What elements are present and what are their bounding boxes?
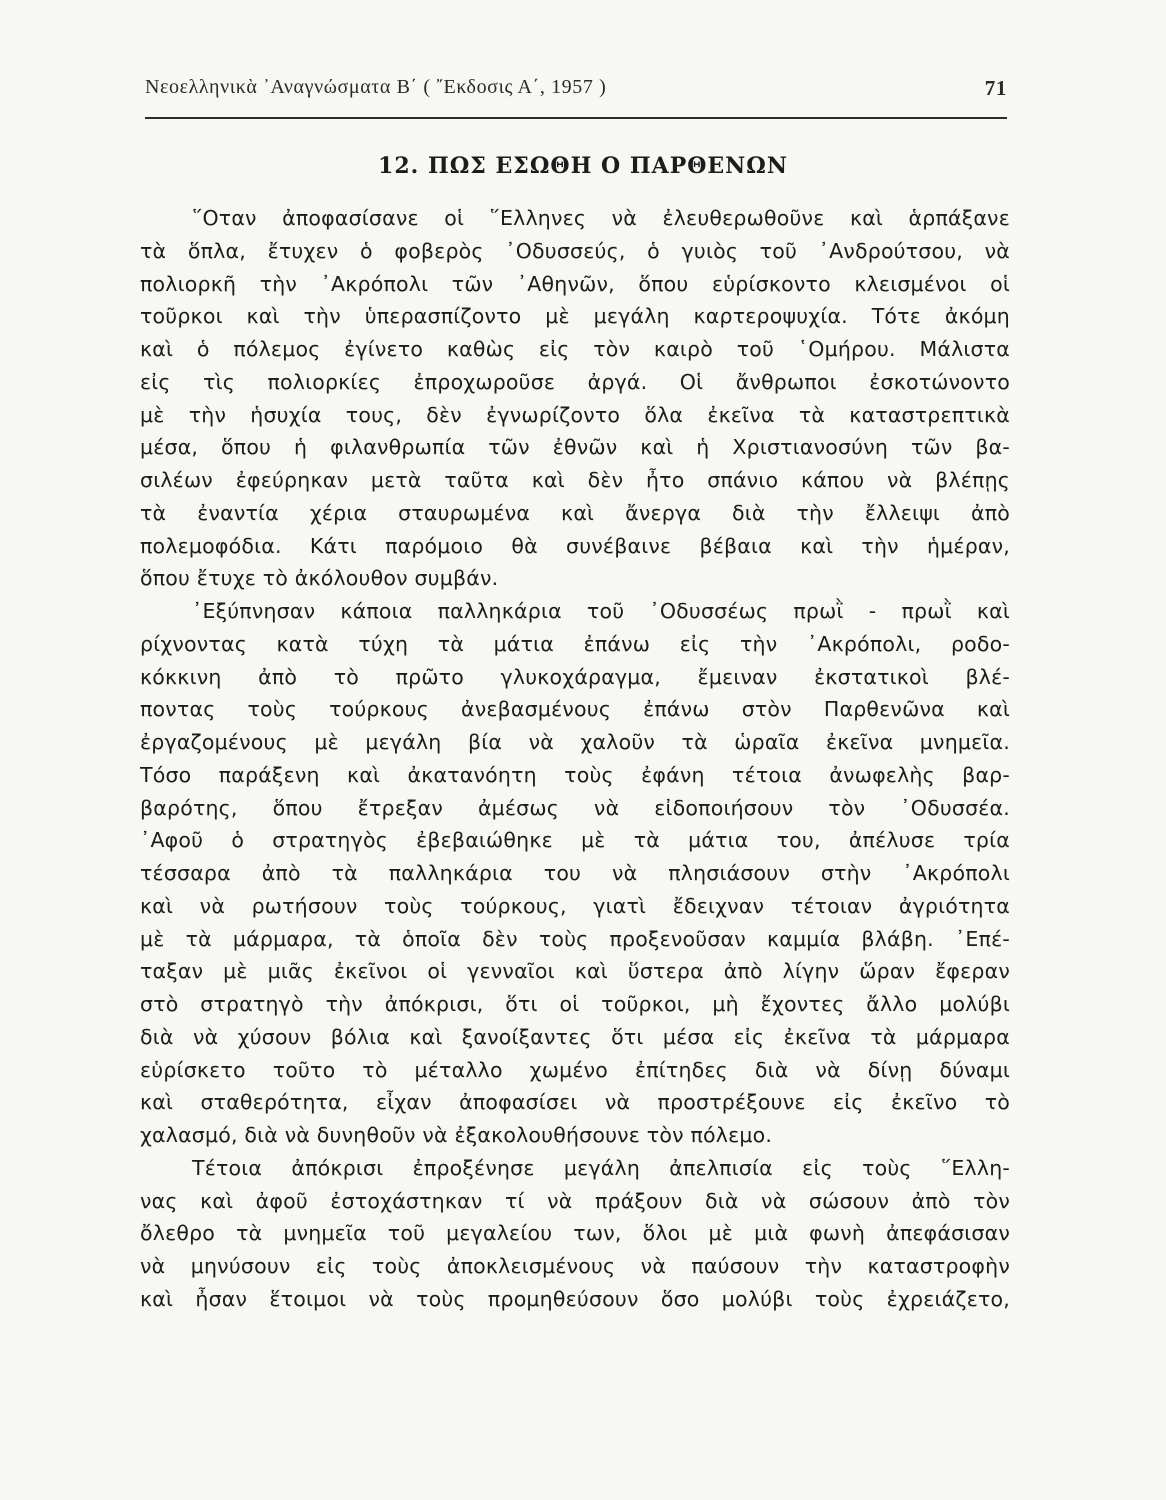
text-line: ἐργαζομένους μὲ μεγάλη βία νὰ χαλοῦν τὰ ὡραῖα ἐκεῖνα μνημεῖα.: [140, 730, 1010, 754]
text-line: μὲ τὴν ἡσυχία τους, δὲν ἐγνωρίζοντο ὅλα ἐκεῖνα τὰ καταστρεπτικὰ: [140, 402, 1010, 427]
text-line: ᾽Αφοῦ ὁ στρατηγὸς ἐβεβαιώθηκε μὲ τὰ μάτια του, ἀπέλυσε τρία: [140, 828, 1010, 853]
text-line: κόκκινη ἀπὸ τὸ πρῶτο γλυκοχάραγμα, ἔμειναν ἐκστατικοὶ βλέ-: [140, 664, 1010, 689]
text-line: χαλασμό, διὰ νὰ δυνηθοῦν νὰ ἐξακολουθήσουνε τὸν πόλεμο.: [140, 1123, 773, 1147]
text-line: νὰ μηνύσουν εἰς τοὺς ἀποκλεισμένους νὰ παύσουν τὴν καταστροφὴν: [140, 1254, 1010, 1278]
text-line: ὅπου ἔτυχε τὸ ἀκόλουθον συμβάν.: [140, 566, 499, 591]
chapter-body: [140, 202, 1010, 1316]
text-line: καὶ ἦσαν ἕτοιμοι νὰ τοὺς προμηθεύσουν ὅσο μολύβι τοὺς ἐχρειάζετο,: [140, 1286, 1010, 1311]
text-line: ταξαν μὲ μιᾶς ἐκεῖνοι οἱ γενναῖοι καὶ ὕστερα ἀπὸ λίγην ὥραν ἔφεραν: [140, 959, 1010, 984]
text-line: μέσα, ὅπου ἡ φιλανθρωπία τῶν ἐθνῶν καὶ ἡ Χριστιανοσύνη τῶν βα-: [140, 435, 1010, 460]
text-line: μὲ τὰ μάρμαρα, τὰ ὁποῖα δὲν τοὺς προξενοῦσαν καμμία βλάβη. ᾽Επέ-: [140, 926, 1010, 951]
text-line: ᾽Εξύπνησαν κάποια παλληκάρια τοῦ ᾽Οδυσσέως πρωῒ - πρωῒ καὶ: [192, 599, 1010, 623]
text-line: καὶ σταθερότητα, εἶχαν ἀποφασίσει νὰ προστρέξουνε εἰς ἐκεῖνο τὸ: [140, 1090, 1010, 1115]
text-line: Τόσο παράξενη καὶ ἀκατανόητη τοὺς ἐφάνη τέτοια ἀνωφελὴς βαρ-: [140, 762, 1010, 787]
text-line: σιλέων ἐφεύρηκαν μετὰ ταῦτα καὶ δὲν ἦτο σπάνιο κάπου νὰ βλέπῃς: [140, 468, 1010, 492]
page-number: 71: [984, 76, 1007, 100]
header-divider: [145, 117, 1007, 119]
text-line: καὶ ὁ πόλεμος ἐγίνετο καθὼς εἰς τὸν καιρὸ τοῦ ῾Ομήρου. Μάλιστα: [140, 337, 1010, 361]
text-line: τέσσαρα ἀπὸ τὰ παλληκάρια του νὰ πλησιάσουν στὴν ᾽Ακρόπολι: [140, 861, 1010, 885]
text-line: διὰ νὰ χύσουν βόλια καὶ ξανοίξαντες ὅτι μέσα εἰς ἐκεῖνα τὰ μάρμαρα: [140, 1024, 1010, 1049]
text-line: εἰς τὶς πολιορκίες ἐπροχωροῦσε ἀργά. Οἱ ἄνθρωποι ἐσκοτώνοντο: [140, 369, 1010, 394]
text-line: εὑρίσκετο τοῦτο τὸ μέταλλο χωμένο ἐπίτηδες διὰ νὰ δίνῃ δύναμι: [140, 1057, 1010, 1082]
text-line: στὸ στρατηγὸ τὴν ἀπόκρισι, ὅτι οἱ τοῦρκοι, μὴ ἔχοντες ἄλλο μολύβι: [140, 992, 1010, 1016]
running-header: [145, 76, 1007, 106]
text-line: πολιορκῆ τὴν ᾽Ακρόπολι τῶν ᾽Αθηνῶν, ὅπου εὑρίσκοντο κλεισμένοι οἱ: [140, 271, 1010, 296]
running-title: Νεοελληνικὰ ᾽Αναγνώσματα Β΄ ( ῎Εκδοσις Α΄, 1957 ): [145, 76, 607, 98]
text-line: ποντας τοὺς τούρκους ἀνεβασμένους ἐπάνω στὸν Παρθενῶνα καὶ: [140, 697, 1010, 722]
text-line: καὶ νὰ ρωτήσουν τοὺς τούρκους, γιατὶ ἔδειχναν τέτοιαν ἀγριότητα: [140, 893, 1010, 918]
text-line: ρίχνοντας κατὰ τύχη τὰ μάτια ἐπάνω εἰς τὴν ᾽Ακρόπολι, ροδο-: [140, 631, 1010, 656]
text-line: τοῦρκοι καὶ τὴν ὑπερασπίζοντο μὲ μεγάλη καρτεροψυχία. Τότε ἀκόμη: [140, 304, 1010, 329]
text-line: νας καὶ ἀφοῦ ἐστοχάστηκαν τί νὰ πράξουν διὰ νὰ σώσουν ἀπὸ τὸν: [140, 1188, 1010, 1213]
text-line: πολεμοφόδια. Κάτι παρόμοιο θὰ συνέβαινε βέβαια καὶ τὴν ἡμέραν,: [140, 533, 1010, 558]
text-line: τὰ ὅπλα, ἔτυχεν ὁ φοβερὸς ᾽Οδυσσεύς, ὁ γυιὸς τοῦ ᾽Ανδρούτσου, νὰ: [140, 238, 1010, 263]
text-line: τὰ ἐναντία χέρια σταυρωμένα καὶ ἄνεργα διὰ τὴν ἔλλειψι ἀπὸ: [140, 500, 1010, 525]
text-line: ῞Οταν ἀποφασίσανε οἱ ῞Ελληνες νὰ ἐλευθερωθοῦνε καὶ ἁρπάξανε: [192, 206, 1010, 230]
text-line: βαρότης, ὅπου ἔτρεξαν ἀμέσως νὰ εἰδοποιήσουν τὸν ᾽Οδυσσέα.: [140, 795, 1010, 820]
text-line: Τέτοια ἀπόκρισι ἐπροξένησε μεγάλη ἀπελπισία εἰς τοὺς ῞Ελλη-: [192, 1155, 1010, 1180]
text-line: ὄλεθρο τὰ μνημεῖα τοῦ μεγαλείου των, ὅλοι μὲ μιὰ φωνὴ ἀπεφάσισαν: [140, 1221, 1010, 1246]
chapter-title: 12. ΠΩΣ ΕΣΩΘΗ Ο ΠΑΡΘΕΝΩΝ: [378, 153, 788, 179]
